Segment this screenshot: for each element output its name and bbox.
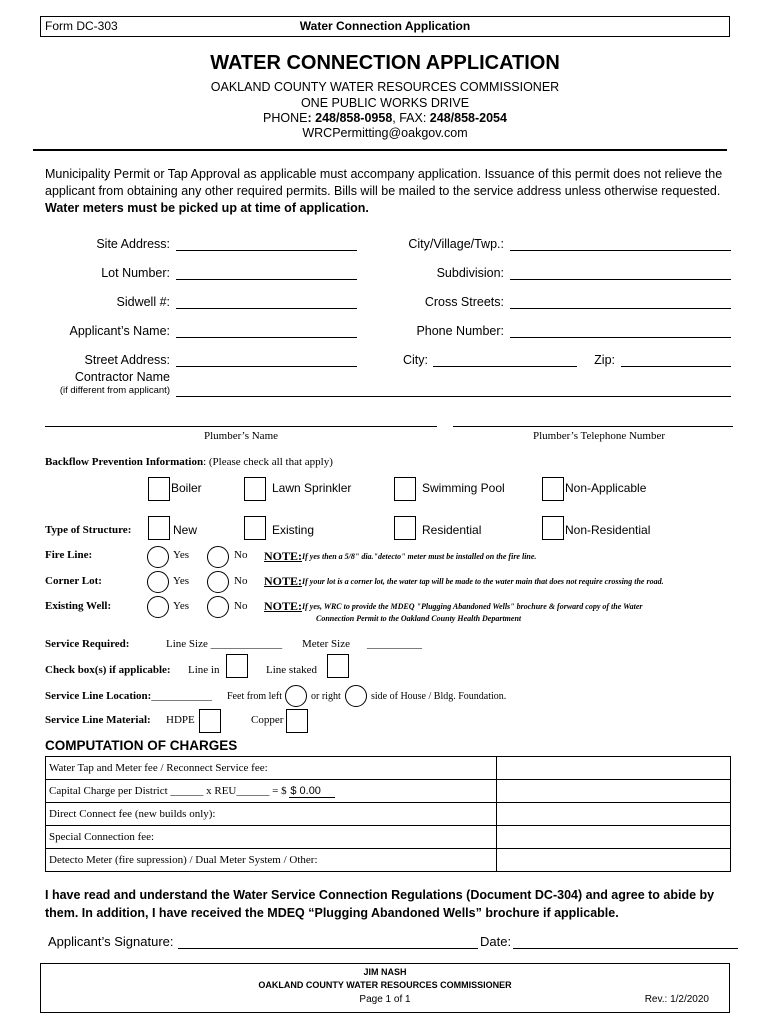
side-of-house-label: side of House / Bldg. Foundation.	[371, 691, 507, 702]
street-address-label: Street Address:	[84, 353, 170, 367]
fire-line-note-label: NOTE:	[264, 549, 303, 563]
city-village-label: City/Village/Twp.:	[408, 237, 504, 251]
boiler-label: Boiler	[171, 481, 202, 495]
page-title: WATER CONNECTION APPLICATION	[210, 52, 560, 74]
non-applicable-checkbox[interactable]	[542, 477, 564, 501]
plumber-name-field[interactable]	[45, 426, 437, 427]
applicant-name-field[interactable]	[176, 337, 357, 338]
residential-checkbox[interactable]	[394, 516, 416, 540]
boiler-checkbox[interactable]	[148, 477, 170, 501]
hdpe-checkbox[interactable]	[199, 709, 221, 733]
backflow-hint: : (Please check all that apply)	[203, 456, 333, 468]
agency-street: ONE PUBLIC WORKS DRIVE	[300, 96, 470, 110]
charge-row-capital	[46, 780, 731, 803]
phone-value: 248/858-0958	[315, 111, 393, 125]
charges-heading: COMPUTATION OF CHARGES	[45, 738, 238, 753]
meter-size-field[interactable]: __________	[367, 638, 422, 650]
existing-well-note: If yes, WRC to provide the MDEQ "Plugging Abandoned Wells" brochure & forward copy of the Water	[302, 602, 643, 611]
structure-label: Type of Structure:	[45, 524, 132, 536]
fire-line-no-radio[interactable]	[207, 546, 229, 568]
header-divider	[33, 149, 727, 151]
corner-lot-no-radio[interactable]	[207, 571, 229, 593]
fire-line-label: Fire Line:	[45, 549, 93, 561]
date-label: Date:	[480, 934, 512, 949]
service-location-row	[45, 690, 212, 702]
service-location-feet-field[interactable]: ___________	[151, 690, 212, 702]
charge-row-special	[46, 826, 731, 849]
new-checkbox[interactable]	[148, 516, 170, 540]
phone-label: PHONE	[263, 111, 308, 125]
footer-rev: Rev.: 1/2/2020	[644, 994, 709, 1005]
service-material-label: Service Line Material:	[45, 714, 151, 726]
charge-row-tap	[46, 757, 731, 780]
charge-label-tap: Water Tap and Meter fee / Reconnect Service fee:	[46, 757, 497, 780]
line-size-label[interactable]: Line Size _____________	[166, 638, 283, 650]
zip-label: Zip:	[594, 353, 615, 367]
footer-box	[40, 963, 730, 1013]
lawn-sprinkler-checkbox[interactable]	[244, 477, 266, 501]
corner-lot-note-label: NOTE:	[264, 574, 303, 588]
charge-value-capital[interactable]	[497, 780, 731, 803]
from-left-radio[interactable]	[285, 685, 307, 707]
fire-line-note: If yes then a 5/8" dia."detecto" meter must be installed on the fire line.	[302, 552, 537, 561]
service-location-label: Service Line Location:	[45, 690, 152, 702]
charges-table	[45, 756, 731, 872]
sidwell-field[interactable]	[176, 308, 357, 309]
corner-lot-note: If your lot is a corner lot, the water tap will be made to the water main that does not require crossing the road.	[302, 577, 664, 586]
charge-label-direct: Direct Connect fee (new builds only):	[46, 803, 497, 826]
line-staked-checkbox[interactable]	[327, 654, 349, 678]
plumber-name-label: Plumber’s Name	[203, 430, 279, 442]
contractor-name-field[interactable]	[176, 396, 731, 397]
street-address-field[interactable]	[176, 366, 357, 367]
existing-well-label: Existing Well:	[45, 600, 112, 612]
charge-value-detecto[interactable]	[497, 849, 731, 872]
non-applicable-label: Non-Applicable	[565, 481, 647, 495]
line-staked-label: Line staked	[266, 664, 318, 676]
or-right-label: or right	[311, 691, 341, 702]
corner-lot-label: Corner Lot:	[45, 575, 102, 587]
existing-well-no-radio[interactable]	[207, 596, 229, 618]
backflow-heading	[45, 456, 333, 468]
swimming-pool-label: Swimming Pool	[422, 481, 505, 495]
copper-label: Copper	[251, 714, 284, 726]
phone-number-label: Phone Number:	[416, 324, 504, 338]
line-in-label: Line in	[188, 664, 220, 676]
lot-number-label: Lot Number:	[101, 266, 170, 280]
corner-lot-no-label: No	[234, 575, 248, 587]
service-required-label: Service Required:	[45, 638, 130, 650]
feet-from-left-label: Feet from left	[227, 691, 282, 702]
meter-size-label: Meter Size	[302, 638, 350, 650]
agency-name: OAKLAND COUNTY WATER RESOURCES COMMISSIONER	[210, 80, 560, 94]
site-address-label: Site Address:	[96, 237, 170, 251]
form-header-box	[40, 16, 730, 37]
capital-charge-value[interactable]: $ 0.00	[289, 785, 335, 798]
sidwell-label: Sidwell #:	[116, 295, 170, 309]
phone-number-field[interactable]	[510, 337, 731, 338]
non-residential-label: Non-Residential	[565, 523, 651, 537]
lawn-sprinkler-label: Lawn Sprinkler	[272, 481, 352, 495]
city-field[interactable]	[433, 366, 577, 367]
charge-value-direct[interactable]	[497, 803, 731, 826]
backflow-label: Backflow Prevention Information	[45, 456, 204, 468]
copper-checkbox[interactable]	[286, 709, 308, 733]
corner-lot-yes-label: Yes	[173, 575, 190, 587]
from-right-radio[interactable]	[345, 685, 367, 707]
intro-paragraph	[45, 166, 725, 217]
site-address-field[interactable]	[176, 250, 357, 251]
contractor-name-label: Contractor Name	[74, 370, 170, 384]
existing-well-no-label: No	[234, 600, 248, 612]
corner-lot-yes-radio[interactable]	[147, 571, 169, 593]
agency-phone-fax: PHONE: 248/858-0958, FAX: 248/858-2054	[263, 111, 507, 125]
line-in-checkbox[interactable]	[226, 654, 248, 678]
fire-line-no-label: No	[234, 549, 248, 561]
existing-checkbox[interactable]	[244, 516, 266, 540]
new-label: New	[173, 523, 198, 537]
contractor-note: (if different from applicant)	[59, 385, 170, 396]
swimming-pool-checkbox[interactable]	[394, 477, 416, 501]
agency-email: WRCPermitting@oakgov.com	[302, 126, 468, 140]
applicant-name-label: Applicant’s Name:	[69, 324, 170, 338]
existing-well-yes-label: Yes	[173, 600, 190, 612]
charge-label-capital: Capital Charge per District ______ x REU______ = $ $ 0.00	[46, 780, 497, 803]
plumber-phone-field[interactable]	[453, 426, 733, 427]
intro-text: Municipality Permit or Tap Approval as applicable must accompany application. Issuance of this permit does not relieve the applicant from obtaining any other required permits. Bills will be mailed to the service address unless otherwise requested.	[45, 167, 723, 198]
lot-number-field[interactable]	[176, 279, 357, 280]
non-residential-checkbox[interactable]	[542, 516, 564, 540]
existing-well-note-label: NOTE:	[264, 599, 303, 613]
footer-page: Page 1 of 1	[359, 994, 411, 1005]
charge-row-detecto	[46, 849, 731, 872]
fire-line-yes-label: Yes	[173, 549, 190, 561]
fax-value: 248/858-2054	[429, 111, 507, 125]
signature-label: Applicant’s Signature:	[48, 934, 174, 949]
existing-well-note-cont: Connection Permit to the Oakland County Health Department	[316, 614, 522, 623]
footer-name: JIM NASH	[363, 967, 407, 977]
signature-field[interactable]	[178, 948, 738, 949]
header-title: Water Connection Application	[299, 19, 471, 33]
existing-label: Existing	[272, 523, 315, 537]
footer-office: OAKLAND COUNTY WATER RESOURCES COMMISSIONER	[258, 980, 512, 990]
intro-bold: Water meters must be picked up at time of application.	[45, 201, 369, 215]
fax-label: , FAX:	[392, 111, 430, 125]
existing-well-yes-radio[interactable]	[147, 596, 169, 618]
cross-streets-label: Cross Streets:	[424, 295, 504, 309]
residential-label: Residential	[422, 523, 482, 537]
subdivision-label: Subdivision:	[436, 266, 504, 280]
acknowledgement-text: I have read and understand the Water Service Connection Regulations (Document DC-304) and agree to abide by them. In addition, I have received the MDEQ “Plugging Abandoned Wells” brochure if applicable.	[45, 888, 715, 920]
city-label: City:	[403, 353, 428, 367]
city-village-field[interactable]	[510, 250, 731, 251]
charge-label-detecto: Detecto Meter (fire supression) / Dual Meter System / Other:	[46, 849, 497, 872]
cross-streets-field[interactable]	[510, 308, 731, 309]
form-id: Form DC-303	[45, 19, 118, 33]
plumber-phone-label: Plumber’s Telephone Number	[532, 430, 665, 442]
check-boxes-label: Check box(s) if applicable:	[45, 664, 171, 676]
charge-label-special: Special Connection fee:	[46, 826, 497, 849]
charge-value-tap[interactable]	[497, 757, 731, 780]
charge-row-direct	[46, 803, 731, 826]
zip-field[interactable]	[621, 366, 731, 367]
hdpe-label: HDPE	[166, 714, 195, 726]
subdivision-field[interactable]	[510, 279, 731, 280]
charge-value-special[interactable]	[497, 826, 731, 849]
fire-line-yes-radio[interactable]	[147, 546, 169, 568]
